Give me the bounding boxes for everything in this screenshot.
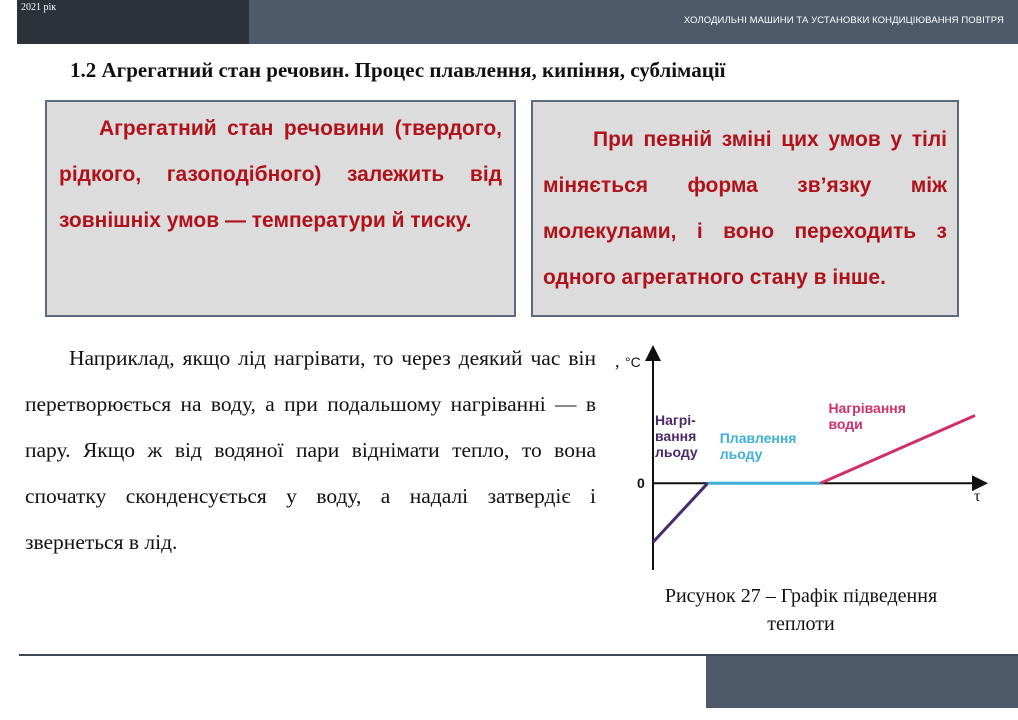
segment-label-2 [720,430,797,462]
figure-caption [620,582,982,638]
label-layer [655,400,906,462]
segment-label-1-line-2: вання [655,428,697,445]
segment-label-2-line-1: Плавлення [719,430,797,447]
x-axis-label: τ [974,488,981,506]
segment-label-3 [828,400,905,432]
definition-text-right: При певній зміні цих умов у тілі міняється форма зв’язку між молекулами, і воно переходить з одного агрегатного стану в інше. [543,128,947,289]
body-paragraph: Наприклад, якщо лід нагрівати, то через деякий час він перетворюється на воду, а при подальшому нагріванні — в пару. Якщо ж від водяної пари віднімати тепло, то вона спочатку сконденсується у воду, а надалі затвердіє і звернеться в лід. [25,346,596,554]
segment-label-1 [655,412,698,460]
definition-box-right [531,100,959,317]
stray-mark: , [615,351,620,371]
figure-caption-line-2: теплоти [767,613,835,635]
header-year: 2021 рік [21,2,57,13]
segment-label-2-line-2: льоду [719,446,763,463]
definition-box-left [45,100,516,317]
footer-block [706,656,1018,708]
header-left-band [17,0,249,44]
heat-supply-chart [620,345,990,580]
header-right-band [249,0,1018,44]
y-axis-label: °C [625,354,641,370]
series-segment-1 [653,483,708,542]
zero-tick-label: 0 [637,475,645,492]
figure-caption-line-1: Рисунок 27 – Графік підведення [664,585,938,607]
series-layer [653,415,975,542]
segment-label-1-line-1: Нагрі- [655,412,696,429]
definition-text-left: Агрегатний стан речовини (твердого, рідкого, газоподібного) залежить від зовнішніх умов — температури й тиску. [59,117,502,232]
segment-label-3-line-1: Нагрівання [828,400,906,417]
segment-label-3-line-2: води [828,416,863,433]
segment-label-1-line-3: льоду [655,444,698,461]
page-title: 1.2 Агрегатний стан речовин. Процес плавлення, кипіння, сублімації [70,58,726,82]
header-subject: ХОЛОДИЛЬНІ МАШИНИ ТА УСТАНОВКИ КОНДИЦІЮВАННЯ ПОВІТРЯ [683,15,1004,26]
